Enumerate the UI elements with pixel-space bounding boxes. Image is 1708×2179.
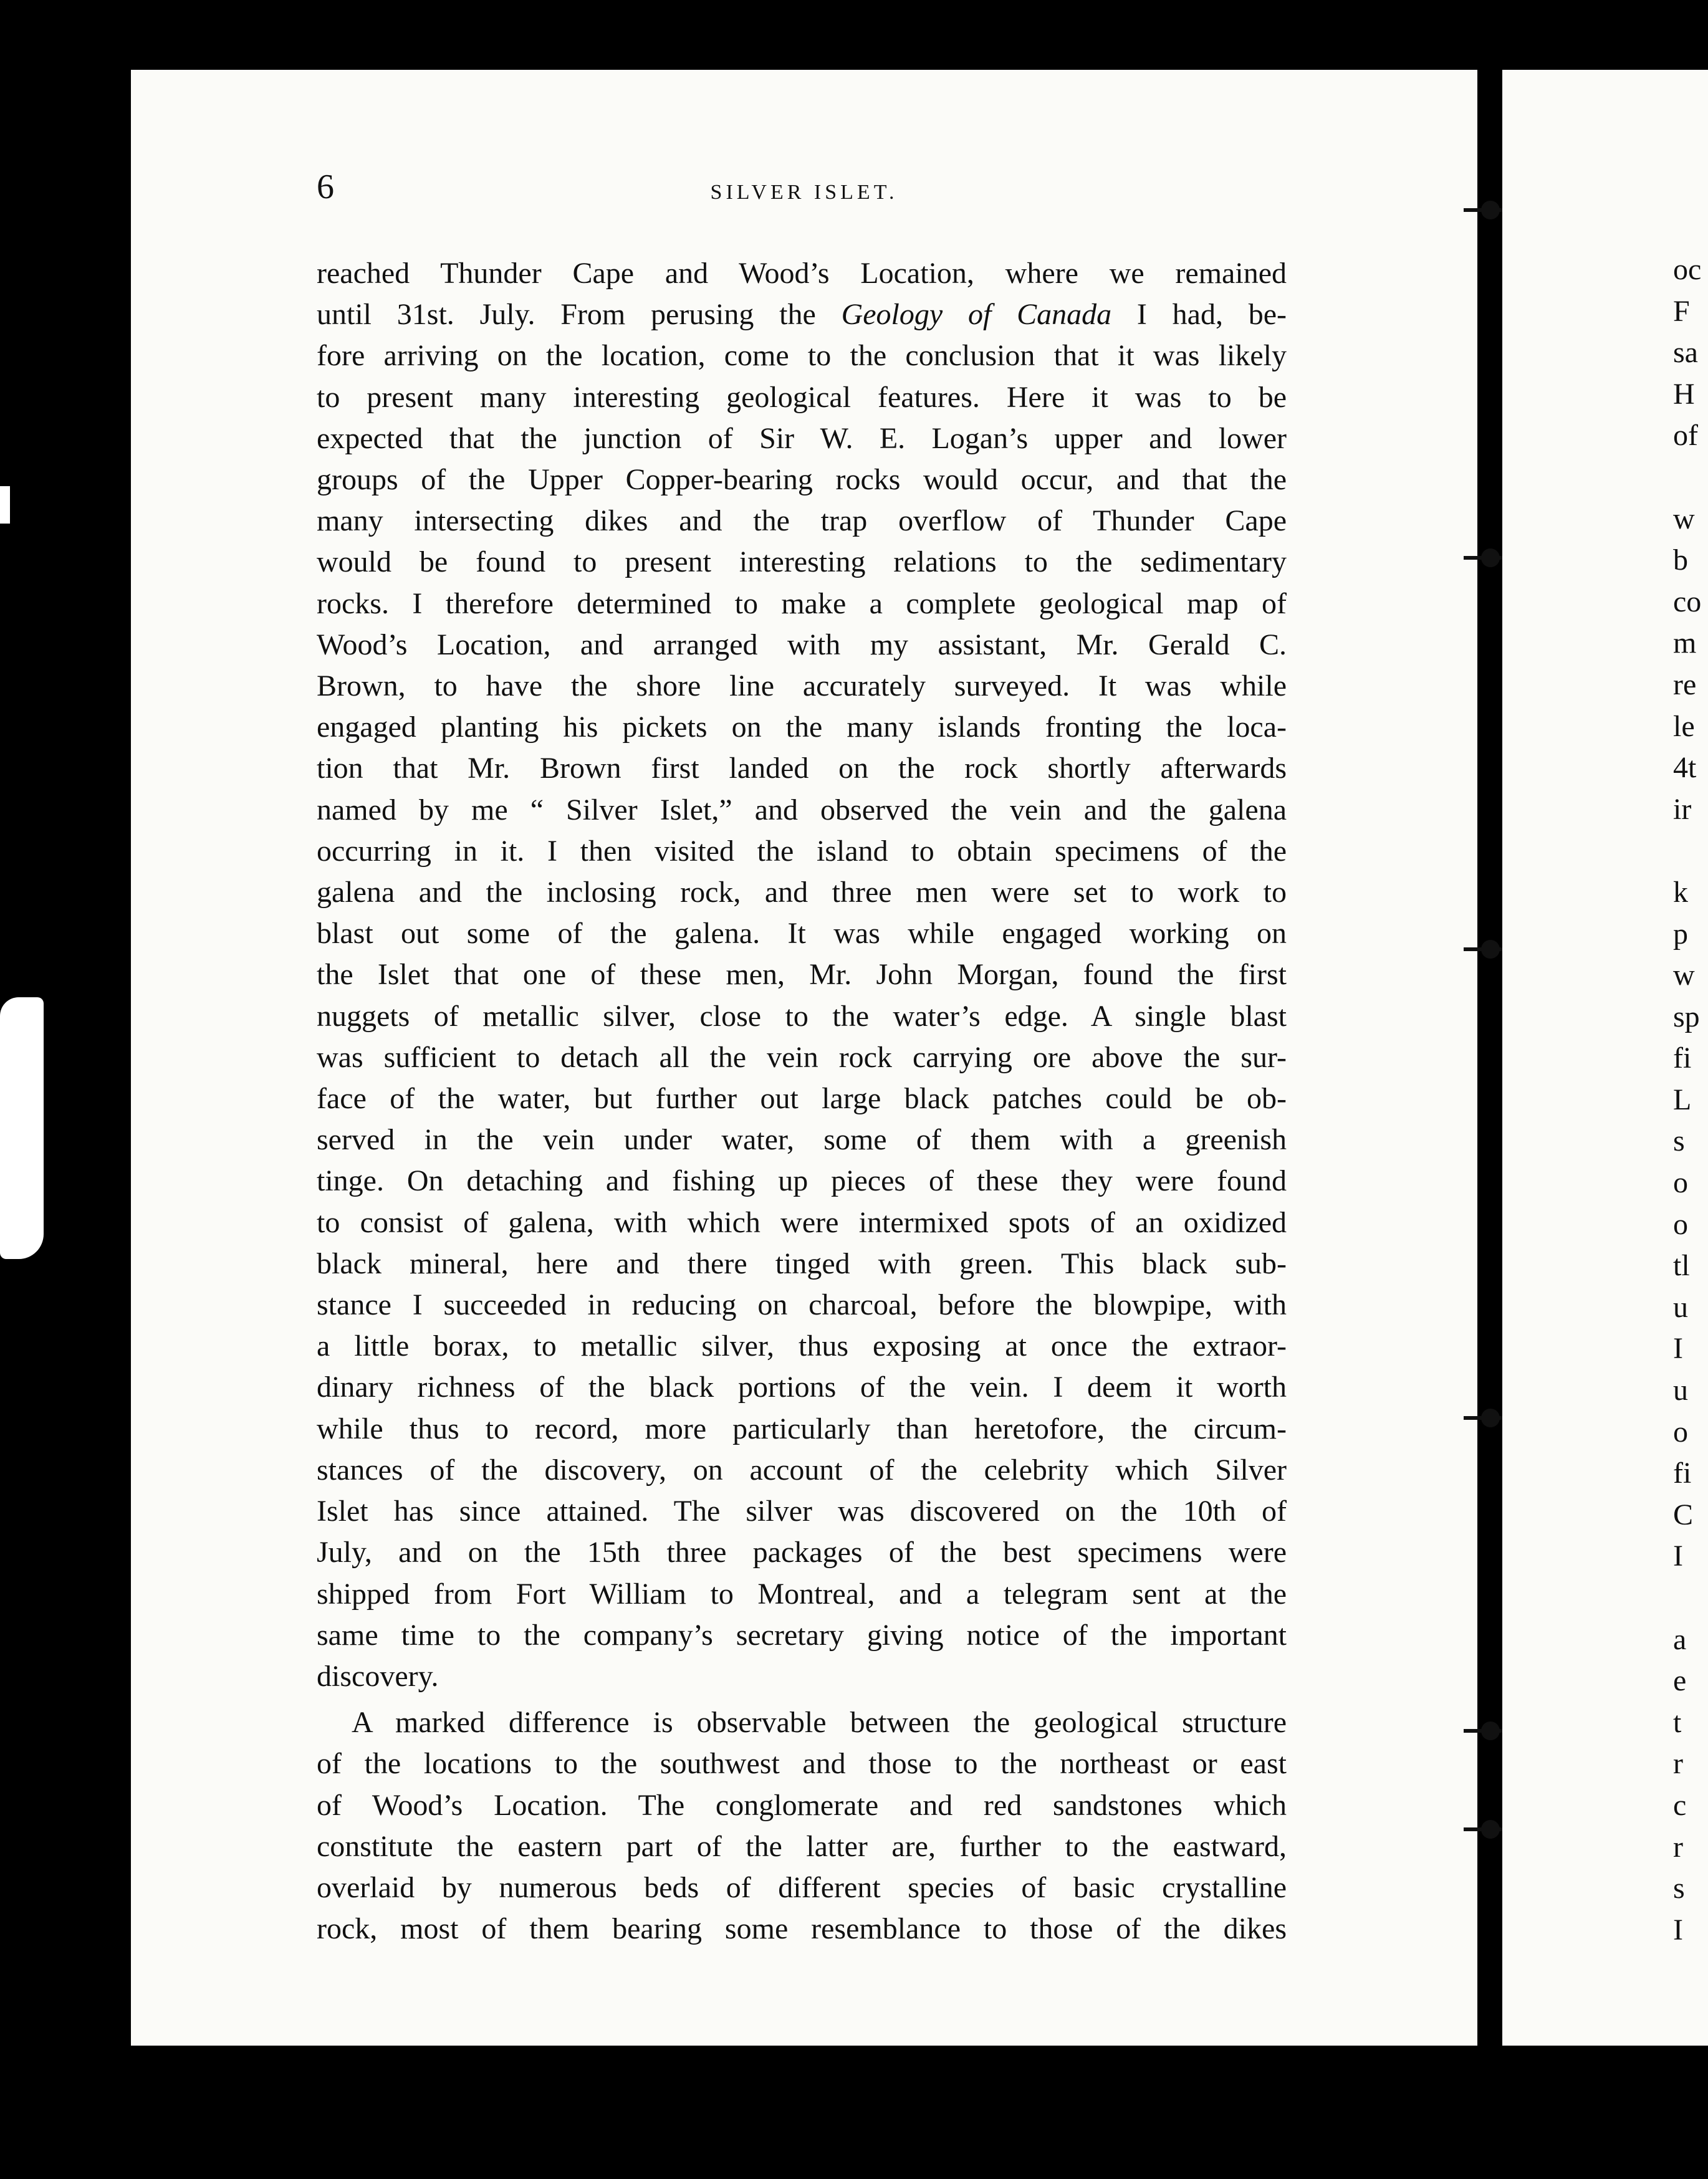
facing-page-fragment: w [1673,959,1695,992]
facing-page-fragment: o [1673,1207,1688,1241]
facing-page-fragment: co [1673,585,1702,618]
text-line: occurring in it. I then visited the island to obtain specimens of the [317,834,1287,868]
facing-page-fragment: r [1673,1747,1683,1781]
facing-page-fragment: H [1673,377,1695,411]
facing-page-fragment: p [1673,917,1688,951]
facing-page-fragment: I [1673,1913,1683,1947]
text-line: a little borax, to metallic silver, thus exposing at once the extraor- [317,1329,1287,1363]
text-line: named by me “ Silver Islet,” and observed the vein and the galena [317,793,1287,826]
text-line: many intersecting dikes and the trap overflow of Thunder Cape [317,504,1287,538]
facing-page-fragment [1673,457,1701,499]
text-line: tion that Mr. Brown first landed on the rock shortly afterwards [317,752,1287,785]
text-line: rocks. I therefore determined to make a complete geological map of [317,587,1287,620]
text-line: to consist of galena, with which were intermixed spots of an oxidized [317,1205,1287,1239]
text-line: would be found to present interesting relations to the sedimentary [317,545,1287,579]
text-line: discovery. [317,1659,439,1693]
facing-page-fragment: sa [1673,336,1698,370]
facing-page-fragment: o [1673,1415,1688,1449]
facing-page-fragment: a [1673,1622,1687,1656]
text-line: expected that the junction of Sir W. E. Logan’s upper and lower [317,421,1287,455]
facing-page-fragment: s [1673,1872,1685,1905]
book-title-italic: Geology of Canada [841,298,1112,332]
page-number: 6 [317,168,334,206]
text-line: Wood’s Location, and arranged with my assistant, Mr. Gerald C. [317,628,1287,661]
text-line: same time to the company’s secretary giving notice of the important [317,1618,1287,1652]
binding-stitch [1481,1722,1500,1740]
text-line: stances of the discovery, on account of the celebrity which Silver [317,1453,1287,1487]
text-line: galena and the inclosing rock, and three men were set to work to [317,876,1287,909]
facing-page-fragment: o [1673,1166,1688,1200]
text-line [317,294,1287,335]
facing-page-text [1673,249,1701,1951]
text-line: constitute the eastern part of the latter are, further to the eastward, [317,1829,1287,1863]
facing-page-fragment: e [1673,1664,1687,1698]
text-line: stance I succeeded in reducing on charcoal, before the blowpipe, with [317,1288,1287,1322]
text-line: while thus to record, more particularly than heretofore, the circum- [317,1412,1287,1445]
facing-page-fragment: t [1673,1705,1682,1739]
binding-stitch [1481,548,1500,567]
binding-stitch [1481,201,1500,219]
facing-page-fragment: fi [1673,1042,1692,1075]
text-line: shipped from Fort William to Montreal, and a telegram sent at the [317,1577,1287,1611]
facing-page-fragment: m [1673,626,1697,660]
facing-page-fragment: re [1673,668,1697,701]
text-line: of the locations to the southwest and those to the northeast or east [317,1747,1287,1781]
facing-page-fragment: ir [1673,792,1692,826]
text-line: overlaid by numerous beds of different species of basic crystalline [317,1870,1287,1904]
facing-page-fragment: C [1673,1498,1694,1531]
facing-page-fragment: u [1673,1290,1688,1324]
facing-page-fragment: F [1673,294,1690,328]
scan-mark [0,486,10,524]
text-line: groups of the Upper Copper-bearing rocks would occur, and that the [317,463,1287,497]
facing-page-fragment [1673,830,1701,872]
facing-page-fragment: s [1673,1124,1685,1158]
facing-page-fragment: le [1673,709,1695,743]
facing-page-fragment: I [1673,1332,1683,1366]
text-line-start: until 31st. July. From perusing the [317,298,842,332]
facing-page-fragment: sp [1673,1000,1700,1033]
facing-page-fragment: tl [1673,1249,1690,1283]
text-line: engaged planting his pickets on the many islands fronting the loca- [317,711,1287,744]
text-line: A marked difference is observable between the geological structure [352,1706,1287,1740]
body-text [317,253,1287,1950]
text-line: reached Thunder Cape and Wood’s Location, where we remained [317,257,1287,290]
facing-page-fragment: fi [1673,1457,1692,1490]
text-line: tinge. On detaching and fishing up pieces of these they were found [317,1164,1287,1198]
facing-page-fragment: b [1673,544,1688,577]
text-line-end: I had, be- [1111,298,1287,332]
text-line: served in the vein under water, some of them with a greenish [317,1123,1287,1157]
facing-page-fragment: 4t [1673,751,1697,785]
running-title: SILVER ISLET. [710,181,898,204]
facing-page-fragment: oc [1673,253,1702,286]
text-line: to present many interesting geological features. Here it was to be [317,380,1287,414]
facing-page-fragment: of [1673,419,1698,453]
scan-mark [0,997,44,1259]
text-line: dinary richness of the black portions of the vein. I deem it worth [317,1371,1287,1404]
text-line: blast out some of the galena. It was while engaged working on [317,917,1287,951]
binding-stitch [1481,940,1500,959]
text-line: was sufficient to detach all the vein rock carrying ore above the sur- [317,1040,1287,1074]
facing-page-fragment: c [1673,1788,1687,1822]
facing-page-fragment: r [1673,1830,1683,1864]
text-line: black mineral, here and there tinged with green. This black sub- [317,1247,1287,1280]
paragraph-gap [317,1697,1287,1702]
facing-page-fragment: I [1673,1540,1683,1573]
facing-page-fragment: u [1673,1374,1688,1407]
text-line: the Islet that one of these men, Mr. John Morgan, found the first [317,958,1287,992]
text-line: Brown, to have the shore line accurately surveyed. It was while [317,669,1287,703]
text-line: face of the water, but further out large black patches could be ob- [317,1082,1287,1116]
text-line: fore arriving on the location, come to the conclusion that it was likely [317,339,1287,373]
facing-page-fragment: k [1673,875,1688,909]
text-line: of Wood’s Location. The conglomerate and red sandstones which [317,1788,1287,1822]
facing-page-fragment [1673,1578,1701,1619]
facing-page-fragment: w [1673,502,1695,535]
text-line: July, and on the 15th three packages of the best specimens were [317,1536,1287,1569]
text-line: rock, most of them bearing some resemblance to those of the dikes [317,1912,1287,1946]
text-line: Islet has since attained. The silver was discovered on the 10th of [317,1495,1287,1528]
text-line: nuggets of metallic silver, close to the water’s edge. A single blast [317,999,1287,1033]
binding-stitch [1481,1409,1500,1427]
book-spine [1477,70,1502,2046]
facing-page-fragment: L [1673,1083,1692,1116]
binding-stitch [1481,1820,1500,1839]
